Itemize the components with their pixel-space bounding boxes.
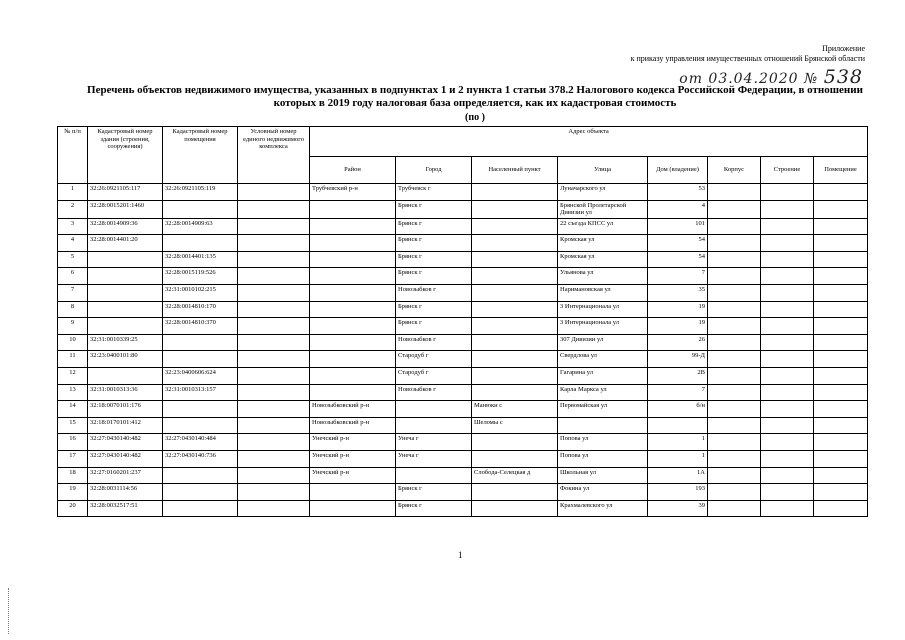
cell-settlement <box>472 384 558 401</box>
cell-n: 8 <box>58 301 88 318</box>
cell-empty <box>814 200 868 218</box>
cell-settlement <box>472 484 558 501</box>
cell-complex <box>238 284 310 301</box>
cell-n: 20 <box>58 500 88 517</box>
table-row <box>58 268 868 285</box>
cell-house: 54 <box>648 235 708 252</box>
property-table <box>57 126 868 517</box>
cell-complex <box>238 318 310 335</box>
cell-street: Школьная ул <box>558 467 648 484</box>
cell-empty <box>814 251 868 268</box>
cell-room <box>163 235 238 252</box>
cell-city: Брянск г <box>396 218 472 235</box>
cell-n: 11 <box>58 351 88 368</box>
page-number: 1 <box>458 550 463 560</box>
header-street: Улица <box>558 157 648 184</box>
cell-city: Брянск г <box>396 484 472 501</box>
cell-house: 19 <box>648 301 708 318</box>
cell-settlement <box>472 334 558 351</box>
cell-city: Брянск г <box>396 268 472 285</box>
cell-empty <box>761 235 814 252</box>
cell-house: 53 <box>648 184 708 201</box>
table-row <box>58 484 868 501</box>
cell-room: 32:27:0430140:484 <box>163 434 238 451</box>
handwritten-order-number: 538 <box>823 66 863 88</box>
cell-city: Брянск г <box>396 500 472 517</box>
cell-building <box>88 318 163 335</box>
cell-room <box>163 484 238 501</box>
table-row <box>58 200 868 218</box>
cell-n: 16 <box>58 434 88 451</box>
handwritten-date: от 03.04.2020 № <box>679 71 819 87</box>
cell-settlement <box>472 184 558 201</box>
cell-empty <box>814 235 868 252</box>
cell-room: 32:23:0400606:624 <box>163 367 238 384</box>
cell-city: Брянск г <box>396 318 472 335</box>
cell-settlement <box>472 218 558 235</box>
cell-building: 32:28:0015201:1460 <box>88 200 163 218</box>
cell-empty <box>814 484 868 501</box>
header-building-part: Корпус <box>708 157 761 184</box>
cell-building: 32:27:0430140:482 <box>88 450 163 467</box>
cell-building: 32:27:0160201:237 <box>88 467 163 484</box>
cell-settlement <box>472 301 558 318</box>
cell-complex <box>238 450 310 467</box>
cell-n: 5 <box>58 251 88 268</box>
cell-city: Трубчевск г <box>396 184 472 201</box>
cell-house <box>648 417 708 434</box>
cell-empty <box>761 467 814 484</box>
cell-room <box>163 200 238 218</box>
table-row <box>58 401 868 418</box>
cell-n: 2 <box>58 200 88 218</box>
cell-empty <box>814 384 868 401</box>
cell-empty <box>708 434 761 451</box>
cell-house: 54 <box>648 251 708 268</box>
header-address: Адрес объекта <box>310 127 868 157</box>
cell-district <box>310 301 396 318</box>
cell-empty <box>708 284 761 301</box>
cell-empty <box>814 218 868 235</box>
cell-house: 19 <box>648 318 708 335</box>
cell-empty <box>761 200 814 218</box>
cell-empty <box>708 251 761 268</box>
cell-room: 32:26:0921105:119 <box>163 184 238 201</box>
cell-room: 32:28:0014810:170 <box>163 301 238 318</box>
cell-n: 7 <box>58 284 88 301</box>
cell-complex <box>238 401 310 418</box>
cell-street: Фокина ул <box>558 484 648 501</box>
cell-empty <box>708 401 761 418</box>
cell-room <box>163 351 238 368</box>
cell-building <box>88 284 163 301</box>
cell-city: Новозыбков г <box>396 284 472 301</box>
cell-settlement <box>472 367 558 384</box>
cell-city: Стародуб г <box>396 367 472 384</box>
cell-room <box>163 500 238 517</box>
cell-empty <box>761 500 814 517</box>
cell-room: 32:31:0010102:215 <box>163 284 238 301</box>
cell-street <box>558 417 648 434</box>
cell-empty <box>708 235 761 252</box>
appendix-order-reference: к приказу управления имущественных отношений Брянской области <box>630 54 865 63</box>
cell-empty <box>761 218 814 235</box>
cell-complex <box>238 184 310 201</box>
table-row <box>58 367 868 384</box>
cell-street: Карла Маркса ул <box>558 384 648 401</box>
cell-empty <box>708 334 761 351</box>
header-district: Район <box>310 157 396 184</box>
cell-n: 12 <box>58 367 88 384</box>
cell-room: 32:28:0015119:526 <box>163 268 238 285</box>
cell-n: 19 <box>58 484 88 501</box>
cell-empty <box>814 450 868 467</box>
table-row <box>58 184 868 201</box>
cell-settlement: Манюки с <box>472 401 558 418</box>
cell-city <box>396 417 472 434</box>
cell-house: 1 <box>648 450 708 467</box>
cell-n: 14 <box>58 401 88 418</box>
cell-settlement <box>472 500 558 517</box>
cell-district: Унечский р-н <box>310 434 396 451</box>
cell-empty <box>814 334 868 351</box>
cell-street: Крахмалевского ул <box>558 500 648 517</box>
cell-n: 4 <box>58 235 88 252</box>
table-row <box>58 500 868 517</box>
cell-n: 10 <box>58 334 88 351</box>
cell-empty <box>814 500 868 517</box>
cell-empty <box>761 351 814 368</box>
cell-city <box>396 467 472 484</box>
cell-street: Попова ул <box>558 434 648 451</box>
cell-n: 17 <box>58 450 88 467</box>
appendix-header <box>631 44 865 64</box>
table-row <box>58 284 868 301</box>
cell-city: Новозыбков г <box>396 384 472 401</box>
cell-empty <box>814 367 868 384</box>
cell-district <box>310 200 396 218</box>
cell-room: 32:28:0014401:135 <box>163 251 238 268</box>
cell-house: 35 <box>648 284 708 301</box>
cell-complex <box>238 351 310 368</box>
cell-empty <box>761 367 814 384</box>
cell-building: 32:31:0010313:36 <box>88 384 163 401</box>
cell-settlement <box>472 284 558 301</box>
cell-room <box>163 467 238 484</box>
cell-street: 3 Интернационала ул <box>558 318 648 335</box>
header-house: Дом (владение) <box>648 157 708 184</box>
document-subtitle: (по ) <box>465 112 485 123</box>
cell-empty <box>708 417 761 434</box>
cell-empty <box>814 318 868 335</box>
cell-district <box>310 284 396 301</box>
cell-room <box>163 417 238 434</box>
cell-district: Унечский р-н <box>310 467 396 484</box>
cell-empty <box>814 417 868 434</box>
document-title <box>80 84 870 110</box>
header-num: № п/п <box>58 127 88 184</box>
cell-complex <box>238 268 310 285</box>
cell-city <box>396 401 472 418</box>
cell-street: 307 Дивизии ул <box>558 334 648 351</box>
cell-complex <box>238 417 310 434</box>
cell-district <box>310 251 396 268</box>
cell-settlement <box>472 434 558 451</box>
cell-city: Новозыбков г <box>396 334 472 351</box>
cell-complex <box>238 218 310 235</box>
cell-street: Первомайская ул <box>558 401 648 418</box>
cell-empty <box>708 200 761 218</box>
cell-building: 32:18:0170101:412 <box>88 417 163 434</box>
cell-empty <box>761 318 814 335</box>
cell-district <box>310 235 396 252</box>
cell-building <box>88 251 163 268</box>
cell-settlement <box>472 318 558 335</box>
cell-city: Унеча г <box>396 450 472 467</box>
header-settlement: Населенный пункт <box>472 157 558 184</box>
cell-settlement: Шеломы с <box>472 417 558 434</box>
cell-building: 32:23:0400101:80 <box>88 351 163 368</box>
cell-building: 32:28:0032517:51 <box>88 500 163 517</box>
table-row <box>58 351 868 368</box>
cell-building <box>88 301 163 318</box>
cell-empty <box>708 367 761 384</box>
cell-empty <box>761 484 814 501</box>
cell-complex <box>238 467 310 484</box>
table-row <box>58 251 868 268</box>
cell-empty <box>814 284 868 301</box>
cell-empty <box>761 401 814 418</box>
header-structure: Строение <box>761 157 814 184</box>
cell-complex <box>238 200 310 218</box>
cell-empty <box>761 301 814 318</box>
cell-district: Трубчевский р-н <box>310 184 396 201</box>
cell-house: 39 <box>648 500 708 517</box>
cell-empty <box>761 251 814 268</box>
cell-house: 26 <box>648 334 708 351</box>
cell-n: 13 <box>58 384 88 401</box>
cell-district <box>310 318 396 335</box>
cell-empty <box>761 334 814 351</box>
cell-house: б/н <box>648 401 708 418</box>
cell-n: 15 <box>58 417 88 434</box>
scan-edge-mark <box>8 588 11 634</box>
header-building-cadastral: Кадастровый номер здания (строения, сооружения) <box>88 127 163 184</box>
table-row <box>58 434 868 451</box>
cell-n: 1 <box>58 184 88 201</box>
cell-district <box>310 500 396 517</box>
cell-room: 32:31:0010313:157 <box>163 384 238 401</box>
cell-settlement: Слобода-Селецкая д <box>472 467 558 484</box>
cell-city: Брянск г <box>396 200 472 218</box>
table-row <box>58 417 868 434</box>
appendix-title: Приложение <box>822 44 865 53</box>
cell-street: Свердлова ул <box>558 351 648 368</box>
cell-street: Кромская ул <box>558 251 648 268</box>
document-title-line-2: которых в 2019 году налоговая база определяется, как их кадастровая стоимость <box>273 97 677 109</box>
cell-empty <box>708 384 761 401</box>
cell-building: 32:28:0031114:56 <box>88 484 163 501</box>
cell-empty <box>814 467 868 484</box>
cell-empty <box>761 417 814 434</box>
cell-house: 1 <box>648 434 708 451</box>
cell-complex <box>238 251 310 268</box>
cell-empty <box>814 351 868 368</box>
table-row <box>58 467 868 484</box>
cell-empty <box>708 500 761 517</box>
table-row <box>58 384 868 401</box>
cell-building: 32:28:0014401:20 <box>88 235 163 252</box>
cell-empty <box>761 434 814 451</box>
cell-house: 4 <box>648 200 708 218</box>
header-complex-number: Условный номер единого недвижимого комплекса <box>238 127 310 184</box>
cell-complex <box>238 235 310 252</box>
cell-district <box>310 367 396 384</box>
cell-street: Кромская ул <box>558 235 648 252</box>
cell-building <box>88 367 163 384</box>
cell-empty <box>708 450 761 467</box>
document-title-line-1: Перечень объектов недвижимого имущества, указанных в подпунктах 1 и 2 пункта 1 статьи 378.2 Налогового кодекса Российской Федерации, в отношении <box>87 84 863 96</box>
cell-street: Наримановская ул <box>558 284 648 301</box>
cell-district <box>310 268 396 285</box>
cell-district <box>310 351 396 368</box>
table-row <box>58 334 868 351</box>
cell-street: 3 Интернационала ул <box>558 301 648 318</box>
cell-street: Гагарина ул <box>558 367 648 384</box>
cell-empty <box>708 268 761 285</box>
header-room-cadastral: Кадастровый номер помещения <box>163 127 238 184</box>
cell-district <box>310 218 396 235</box>
cell-empty <box>761 184 814 201</box>
cell-house: 7 <box>648 384 708 401</box>
cell-house: 99-Д <box>648 351 708 368</box>
cell-settlement <box>472 268 558 285</box>
cell-empty <box>708 351 761 368</box>
cell-building: 32:31:0010339:25 <box>88 334 163 351</box>
cell-room: 32:27:0430140:736 <box>163 450 238 467</box>
cell-city: Унеча г <box>396 434 472 451</box>
cell-n: 9 <box>58 318 88 335</box>
cell-empty <box>708 184 761 201</box>
cell-empty <box>814 184 868 201</box>
cell-city: Брянск г <box>396 251 472 268</box>
cell-settlement <box>472 251 558 268</box>
cell-house: 193 <box>648 484 708 501</box>
cell-street: Ульянова ул <box>558 268 648 285</box>
cell-empty <box>708 218 761 235</box>
cell-n: 3 <box>58 218 88 235</box>
table-row <box>58 235 868 252</box>
cell-room <box>163 334 238 351</box>
cell-district: Унечский р-н <box>310 450 396 467</box>
cell-settlement <box>472 450 558 467</box>
cell-district: Новозыбковский р-н <box>310 417 396 434</box>
cell-empty <box>814 434 868 451</box>
cell-empty <box>761 450 814 467</box>
cell-street: Брянской Пролетарской Дивизии ул <box>558 200 648 218</box>
cell-city: Брянск г <box>396 301 472 318</box>
cell-street: 22 съезда КПСС ул <box>558 218 648 235</box>
cell-house: 2В <box>648 367 708 384</box>
cell-street: Попова ул <box>558 450 648 467</box>
cell-building: 32:18:0070101:176 <box>88 401 163 418</box>
cell-empty <box>814 401 868 418</box>
cell-building: 32:27:0430140:482 <box>88 434 163 451</box>
cell-empty <box>708 318 761 335</box>
cell-settlement <box>472 200 558 218</box>
cell-room: 32:28:0014909:63 <box>163 218 238 235</box>
cell-house: 101 <box>648 218 708 235</box>
cell-city: Брянск г <box>396 235 472 252</box>
cell-settlement <box>472 351 558 368</box>
cell-house: 1А <box>648 467 708 484</box>
cell-district <box>310 384 396 401</box>
header-premises: Помещение <box>814 157 868 184</box>
table-row <box>58 301 868 318</box>
cell-district: Новозыбковский р-н <box>310 401 396 418</box>
header-city: Город <box>396 157 472 184</box>
cell-empty <box>814 268 868 285</box>
cell-building <box>88 268 163 285</box>
cell-house: 7 <box>648 268 708 285</box>
table-row <box>58 218 868 235</box>
cell-district <box>310 484 396 501</box>
cell-empty <box>708 467 761 484</box>
cell-room <box>163 401 238 418</box>
cell-empty <box>761 284 814 301</box>
cell-empty <box>708 484 761 501</box>
cell-complex <box>238 484 310 501</box>
cell-complex <box>238 334 310 351</box>
cell-building: 32:26:0921105:117 <box>88 184 163 201</box>
table-row <box>58 450 868 467</box>
cell-building: 32:28:0014909:36 <box>88 218 163 235</box>
cell-city: Стародуб г <box>396 351 472 368</box>
cell-complex <box>238 500 310 517</box>
cell-n: 18 <box>58 467 88 484</box>
cell-complex <box>238 367 310 384</box>
cell-room: 32:28:0014810:370 <box>163 318 238 335</box>
cell-empty <box>761 384 814 401</box>
cell-empty <box>814 301 868 318</box>
cell-n: 6 <box>58 268 88 285</box>
cell-street: Луначарского ул <box>558 184 648 201</box>
cell-district <box>310 334 396 351</box>
cell-empty <box>708 301 761 318</box>
table-body <box>58 184 868 517</box>
table-row <box>58 318 868 335</box>
cell-empty <box>761 268 814 285</box>
cell-complex <box>238 434 310 451</box>
cell-settlement <box>472 235 558 252</box>
cell-complex <box>238 384 310 401</box>
cell-complex <box>238 301 310 318</box>
